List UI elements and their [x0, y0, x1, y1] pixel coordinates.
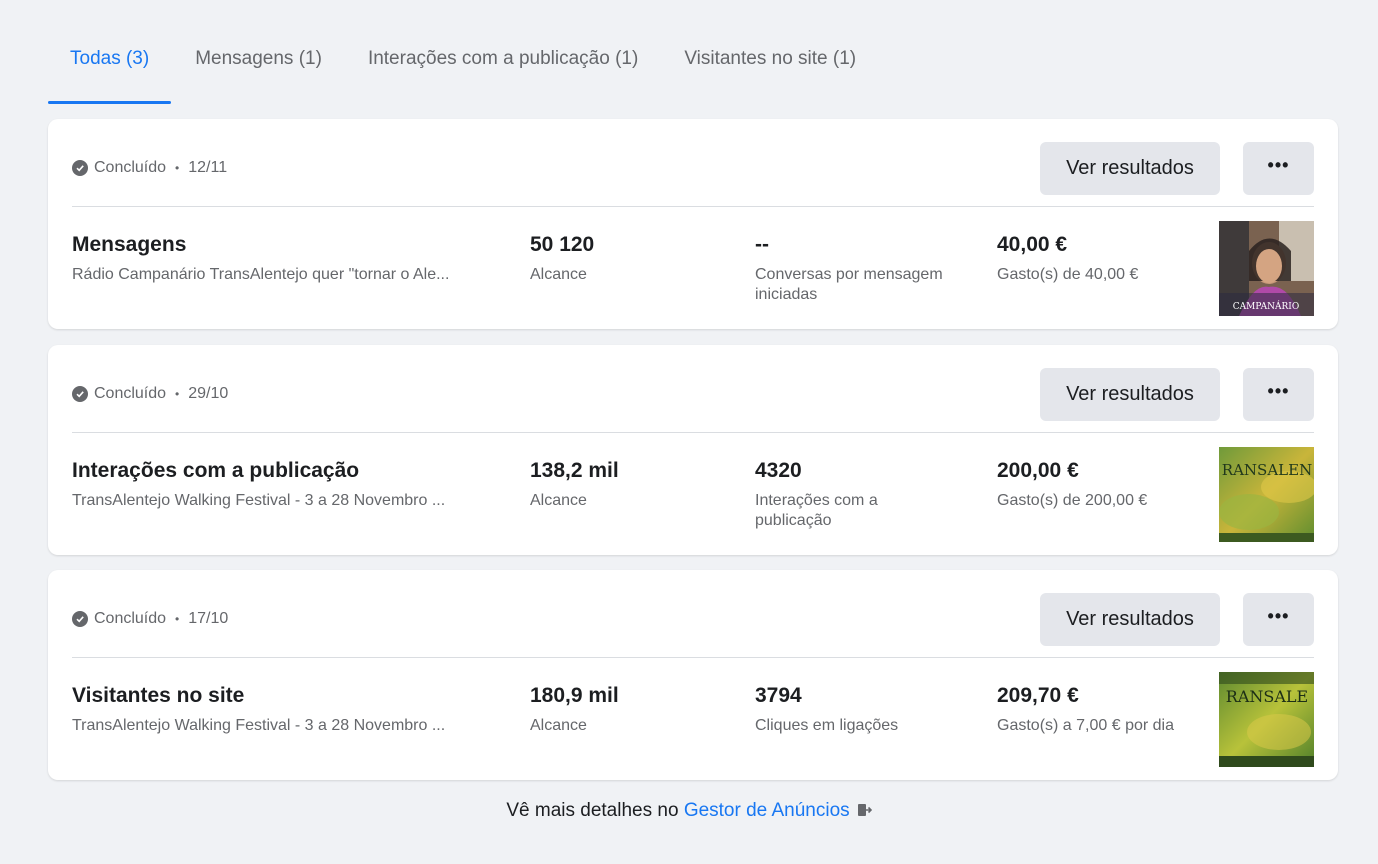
- separator-dot: •: [175, 161, 180, 175]
- objective-column: [72, 684, 492, 736]
- reach-label: Alcance: [530, 492, 587, 509]
- spend-label: Gasto(s) de 200,00 €: [997, 492, 1148, 509]
- result-label: Interações com a publicação: [755, 492, 878, 529]
- external-link-icon[interactable]: [856, 802, 872, 818]
- status-text: Concluído: [94, 385, 167, 402]
- ads-manager-link[interactable]: Gestor de Anúncios: [683, 800, 850, 821]
- reach-column: [530, 684, 710, 736]
- tab-all[interactable]: Todas (3): [48, 34, 171, 104]
- status-line: [72, 385, 228, 403]
- separator-dot: •: [175, 387, 180, 401]
- campanario-video-thumbnail[interactable]: [1219, 221, 1314, 316]
- spend-value: 40,00 €: [997, 233, 1068, 256]
- more-icon: •••: [1267, 380, 1290, 401]
- objective-column: [72, 233, 492, 285]
- footer-note: [0, 800, 1378, 822]
- spend-column: [997, 459, 1212, 511]
- result-label: Cliques em ligações: [755, 717, 899, 734]
- ad-card: [48, 119, 1338, 329]
- spend-label: Gasto(s) a 7,00 € por dia: [997, 717, 1174, 734]
- status-line: [72, 610, 228, 628]
- ad-card-row: [72, 658, 1314, 780]
- more-icon: •••: [1267, 154, 1290, 175]
- ad-card-header: [72, 119, 1314, 207]
- objective-title[interactable]: Mensagens: [72, 233, 187, 256]
- result-column: [755, 233, 945, 305]
- transalentejo-poster-thumbnail[interactable]: [1219, 672, 1314, 767]
- status-text: Concluído: [94, 159, 167, 176]
- ad-card-row: [72, 433, 1314, 555]
- check-circle-icon: [72, 386, 88, 402]
- reach-value: 180,9 mil: [530, 684, 619, 707]
- view-results-button[interactable]: Ver resultados: [1040, 368, 1220, 421]
- ad-card: [48, 345, 1338, 555]
- post-title: Rádio Campanário TransAlentejo quer "tornar o Ale...: [72, 266, 450, 283]
- ad-card-header: [72, 570, 1314, 658]
- filter-tabs: [48, 34, 878, 104]
- result-value: 3794: [755, 684, 802, 707]
- objective-title[interactable]: Interações com a publicação: [72, 459, 360, 482]
- thumbnail-text: RANSALE: [1225, 687, 1309, 706]
- status-date: 29/10: [188, 385, 229, 402]
- more-icon: •••: [1267, 605, 1290, 626]
- thumbnail-text: CAMPANÁRIO: [1232, 302, 1300, 312]
- status-date: 12/11: [188, 159, 228, 176]
- check-circle-icon: [72, 611, 88, 627]
- more-options-button[interactable]: [1243, 593, 1314, 646]
- more-options-button[interactable]: [1243, 142, 1314, 195]
- reach-value: 50 120: [530, 233, 595, 256]
- thumbnail-text: RANSALEN: [1221, 461, 1313, 479]
- separator-dot: •: [175, 612, 180, 626]
- view-results-button[interactable]: Ver resultados: [1040, 593, 1220, 646]
- tab-messages[interactable]: Mensagens (1): [195, 48, 322, 69]
- status-line: [72, 159, 227, 177]
- objective-column: [72, 459, 492, 511]
- footer-prefix: Vê mais detalhes no: [506, 800, 684, 821]
- post-title: TransAlentejo Walking Festival - 3 a 28 Novembro ...: [72, 717, 446, 734]
- more-options-button[interactable]: [1243, 368, 1314, 421]
- spend-label: Gasto(s) de 40,00 €: [997, 266, 1139, 283]
- result-value: 4320: [755, 459, 802, 482]
- check-circle-icon: [72, 160, 88, 176]
- spend-column: [997, 684, 1212, 736]
- view-results-button[interactable]: Ver resultados: [1040, 142, 1220, 195]
- ad-card-header: [72, 345, 1314, 433]
- objective-title[interactable]: Visitantes no site: [72, 684, 245, 707]
- reach-column: [530, 459, 710, 511]
- status-date: 17/10: [188, 610, 229, 627]
- spend-value: 200,00 €: [997, 459, 1079, 482]
- result-column: [755, 459, 945, 531]
- ad-card-row: [72, 207, 1314, 329]
- status-text: Concluído: [94, 610, 167, 627]
- post-title: TransAlentejo Walking Festival - 3 a 28 Novembro ...: [72, 492, 446, 509]
- result-value: --: [755, 233, 769, 256]
- ad-card: [48, 570, 1338, 780]
- spend-column: [997, 233, 1212, 285]
- reach-value: 138,2 mil: [530, 459, 619, 482]
- result-column: [755, 684, 945, 736]
- transalentejo-poster-thumbnail[interactable]: [1219, 447, 1314, 542]
- reach-label: Alcance: [530, 717, 587, 734]
- spend-value: 209,70 €: [997, 684, 1079, 707]
- tab-website-visitors[interactable]: Visitantes no site (1): [684, 48, 857, 69]
- reach-column: [530, 233, 710, 285]
- tab-post-engagement[interactable]: Interações com a publicação (1): [367, 48, 639, 69]
- result-label: Conversas por mensagem iniciadas: [755, 266, 943, 303]
- reach-label: Alcance: [530, 266, 587, 283]
